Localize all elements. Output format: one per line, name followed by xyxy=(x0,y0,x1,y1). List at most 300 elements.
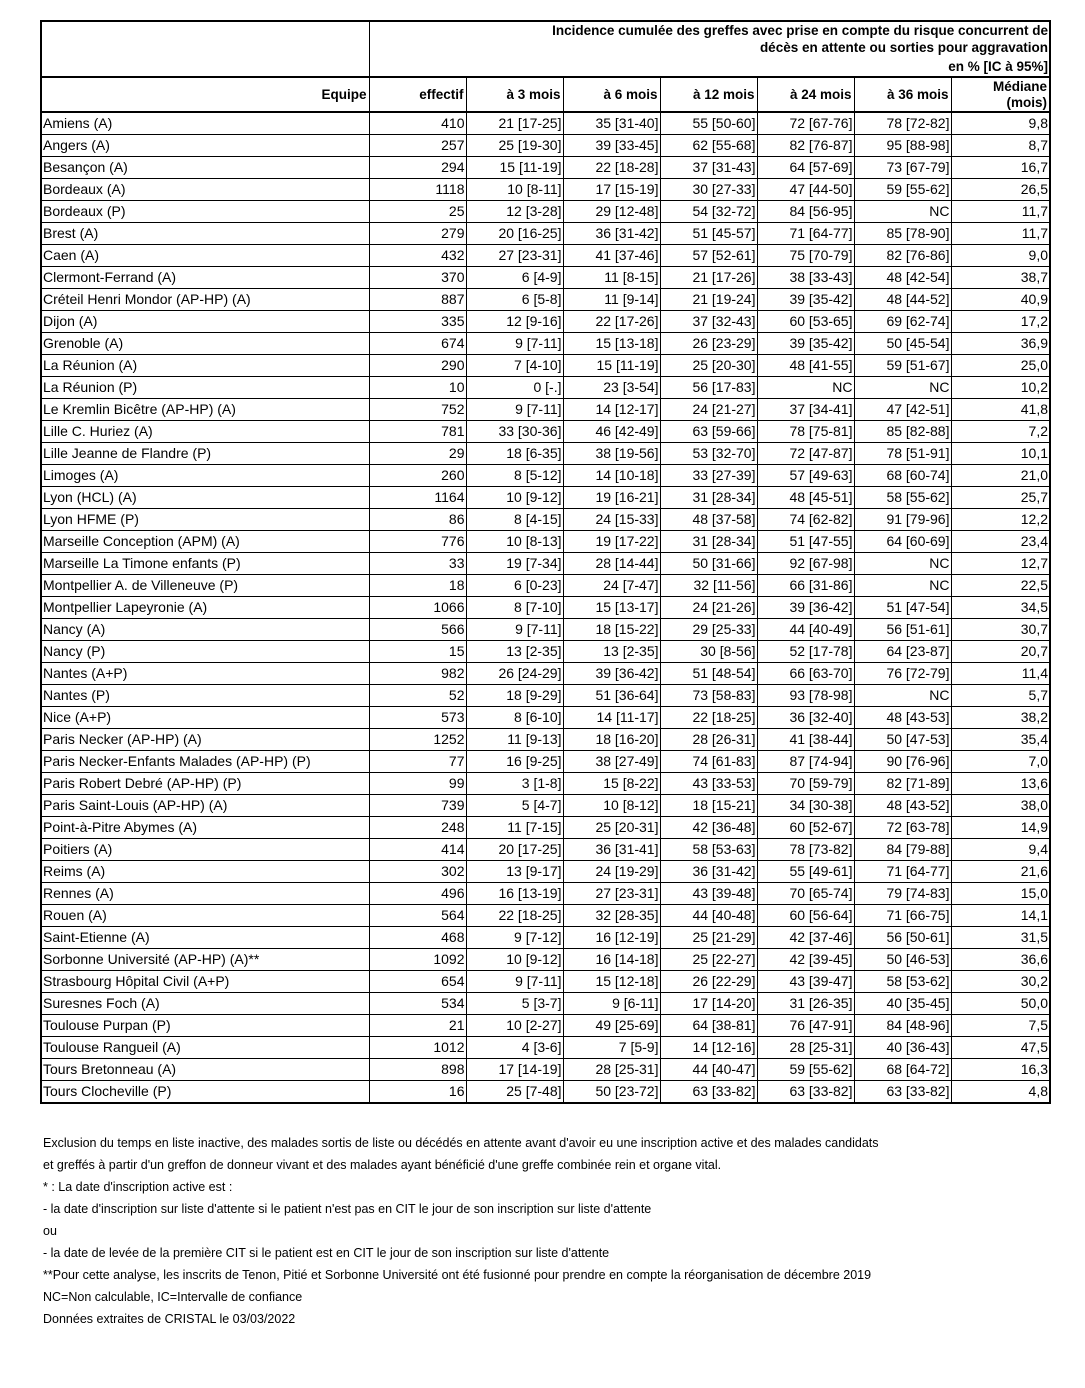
median-cell: 11,4 xyxy=(951,663,1050,685)
effectif-cell: 1164 xyxy=(369,487,466,509)
m36-cell: 58 [53-62] xyxy=(854,971,951,993)
column-header-team: Equipe xyxy=(41,77,369,112)
m6-cell: 39 [33-45] xyxy=(563,135,660,157)
m6-cell: 22 [17-26] xyxy=(563,311,660,333)
m3-cell: 6 [5-8] xyxy=(466,289,563,311)
table-row xyxy=(41,883,1050,905)
m36-cell: NC xyxy=(854,685,951,707)
m12-cell: 21 [17-26] xyxy=(660,267,757,289)
table-row xyxy=(41,267,1050,289)
m36-cell: 90 [76-96] xyxy=(854,751,951,773)
m36-cell: 95 [88-98] xyxy=(854,135,951,157)
team-cell: Marseille Conception (APM) (A) xyxy=(41,531,369,553)
m24-cell: 60 [52-67] xyxy=(757,817,854,839)
m24-cell: 39 [35-42] xyxy=(757,333,854,355)
column-header-24-months: à 24 mois xyxy=(757,77,854,112)
team-cell: Bordeaux (A) xyxy=(41,179,369,201)
m3-cell: 10 [8-13] xyxy=(466,531,563,553)
effectif-cell: 468 xyxy=(369,927,466,949)
median-cell: 38,2 xyxy=(951,707,1050,729)
m6-cell: 17 [15-19] xyxy=(563,179,660,201)
m36-cell: 82 [76-86] xyxy=(854,245,951,267)
m3-cell: 9 [7-11] xyxy=(466,971,563,993)
m6-cell: 27 [23-31] xyxy=(563,883,660,905)
effectif-cell: 887 xyxy=(369,289,466,311)
team-cell: Lille Jeanne de Flandre (P) xyxy=(41,443,369,465)
m24-cell: 55 [49-61] xyxy=(757,861,854,883)
median-cell: 16,3 xyxy=(951,1059,1050,1081)
results-table-sheet xyxy=(40,20,1051,1104)
median-cell: 50,0 xyxy=(951,993,1050,1015)
m12-cell: 50 [31-66] xyxy=(660,553,757,575)
table-row xyxy=(41,773,1050,795)
team-cell: Point-à-Pitre Abymes (A) xyxy=(41,817,369,839)
m6-cell: 15 [11-19] xyxy=(563,355,660,377)
effectif-cell: 21 xyxy=(369,1015,466,1037)
header-blank-cell xyxy=(41,21,369,77)
median-cell: 47,5 xyxy=(951,1037,1050,1059)
m6-cell: 24 [15-33] xyxy=(563,509,660,531)
m3-cell: 15 [11-19] xyxy=(466,157,563,179)
column-header-median-line2: (mois) xyxy=(1006,95,1048,110)
median-cell: 9,8 xyxy=(951,112,1050,135)
m6-cell: 7 [5-9] xyxy=(563,1037,660,1059)
team-cell: Montpellier A. de Villeneuve (P) xyxy=(41,575,369,597)
median-cell: 17,2 xyxy=(951,311,1050,333)
m36-cell: 64 [60-69] xyxy=(854,531,951,553)
m3-cell: 17 [14-19] xyxy=(466,1059,563,1081)
median-cell: 38,7 xyxy=(951,267,1050,289)
team-cell: Rouen (A) xyxy=(41,905,369,927)
m12-cell: 55 [50-60] xyxy=(660,112,757,135)
m6-cell: 28 [25-31] xyxy=(563,1059,660,1081)
median-cell: 21,6 xyxy=(951,861,1050,883)
m3-cell: 27 [23-31] xyxy=(466,245,563,267)
footnote-line: et greffés à partir d'un greffon de donneur vivant et des malades ayant bénéficié d'une greffe combinée rein et organe vital. xyxy=(43,1158,722,1172)
team-cell: Montpellier Lapeyronie (A) xyxy=(41,597,369,619)
m3-cell: 13 [9-17] xyxy=(466,861,563,883)
m6-cell: 38 [19-56] xyxy=(563,443,660,465)
m12-cell: 17 [14-20] xyxy=(660,993,757,1015)
m3-cell: 13 [2-35] xyxy=(466,641,563,663)
m12-cell: 44 [40-48] xyxy=(660,905,757,927)
m12-cell: 24 [21-27] xyxy=(660,399,757,421)
m3-cell: 8 [5-12] xyxy=(466,465,563,487)
table-row xyxy=(41,993,1050,1015)
median-cell: 16,7 xyxy=(951,157,1050,179)
m6-cell: 23 [3-54] xyxy=(563,377,660,399)
table-title-line1: Incidence cumulée des greffes avec prise en compte du risque concurrent de xyxy=(552,23,1049,38)
m3-cell: 25 [7-48] xyxy=(466,1081,563,1104)
m12-cell: 37 [32-43] xyxy=(660,311,757,333)
effectif-cell: 739 xyxy=(369,795,466,817)
m6-cell: 14 [11-17] xyxy=(563,707,660,729)
median-cell: 30,2 xyxy=(951,971,1050,993)
m24-cell: 76 [47-91] xyxy=(757,1015,854,1037)
team-cell: Tours Clocheville (P) xyxy=(41,1081,369,1104)
median-cell: 23,4 xyxy=(951,531,1050,553)
m12-cell: 64 [38-81] xyxy=(660,1015,757,1037)
effectif-cell: 99 xyxy=(369,773,466,795)
m12-cell: 33 [27-39] xyxy=(660,465,757,487)
effectif-cell: 1066 xyxy=(369,597,466,619)
median-cell: 38,0 xyxy=(951,795,1050,817)
m6-cell: 9 [6-11] xyxy=(563,993,660,1015)
team-cell: Rennes (A) xyxy=(41,883,369,905)
m24-cell: 43 [39-47] xyxy=(757,971,854,993)
team-cell: Limoges (A) xyxy=(41,465,369,487)
m24-cell: 47 [44-50] xyxy=(757,179,854,201)
effectif-cell: 1252 xyxy=(369,729,466,751)
median-cell: 5,7 xyxy=(951,685,1050,707)
table-row xyxy=(41,619,1050,641)
effectif-cell: 16 xyxy=(369,1081,466,1104)
footnote-line: Exclusion du temps en liste inactive, des malades sortis de liste ou décédés en attente avant d'avoir eu une inscription active et des malades candidats xyxy=(43,1136,879,1150)
median-cell: 14,9 xyxy=(951,817,1050,839)
m12-cell: 57 [52-61] xyxy=(660,245,757,267)
table-row xyxy=(41,861,1050,883)
effectif-cell: 86 xyxy=(369,509,466,531)
m6-cell: 14 [12-17] xyxy=(563,399,660,421)
effectif-cell: 1092 xyxy=(369,949,466,971)
m12-cell: 54 [32-72] xyxy=(660,201,757,223)
m3-cell: 26 [24-29] xyxy=(466,663,563,685)
column-header-6-months: à 6 mois xyxy=(563,77,660,112)
m24-cell: 51 [47-55] xyxy=(757,531,854,553)
m6-cell: 18 [16-20] xyxy=(563,729,660,751)
effectif-cell: 77 xyxy=(369,751,466,773)
m12-cell: 58 [53-63] xyxy=(660,839,757,861)
m12-cell: 36 [31-42] xyxy=(660,861,757,883)
m36-cell: NC xyxy=(854,201,951,223)
m12-cell: 63 [59-66] xyxy=(660,421,757,443)
m36-cell: 72 [63-78] xyxy=(854,817,951,839)
effectif-cell: 52 xyxy=(369,685,466,707)
median-cell: 30,7 xyxy=(951,619,1050,641)
m3-cell: 12 [9-16] xyxy=(466,311,563,333)
m36-cell: 48 [42-54] xyxy=(854,267,951,289)
m6-cell: 14 [10-18] xyxy=(563,465,660,487)
team-cell: Nantes (P) xyxy=(41,685,369,707)
median-cell: 7,5 xyxy=(951,1015,1050,1037)
m36-cell: 63 [33-82] xyxy=(854,1081,951,1104)
effectif-cell: 18 xyxy=(369,575,466,597)
table-row xyxy=(41,531,1050,553)
m3-cell: 10 [8-11] xyxy=(466,179,563,201)
m3-cell: 6 [4-9] xyxy=(466,267,563,289)
m36-cell: 58 [55-62] xyxy=(854,487,951,509)
footnote-line: Données extraites de CRISTAL le 03/03/2022 xyxy=(43,1312,296,1326)
m6-cell: 24 [7-47] xyxy=(563,575,660,597)
m24-cell: 63 [33-82] xyxy=(757,1081,854,1104)
incidence-table xyxy=(40,20,1051,1104)
m6-cell: 36 [31-42] xyxy=(563,223,660,245)
team-cell: Clermont-Ferrand (A) xyxy=(41,267,369,289)
table-row xyxy=(41,1015,1050,1037)
team-cell: Amiens (A) xyxy=(41,112,369,135)
footnote-line: * : La date d'inscription active est : xyxy=(43,1180,233,1194)
table-row xyxy=(41,663,1050,685)
table-row xyxy=(41,1081,1050,1104)
column-header-12-months: à 12 mois xyxy=(660,77,757,112)
column-header-median xyxy=(951,77,1050,112)
m36-cell: 69 [62-74] xyxy=(854,311,951,333)
m3-cell: 4 [3-6] xyxy=(466,1037,563,1059)
m6-cell: 38 [27-49] xyxy=(563,751,660,773)
m24-cell: 42 [39-45] xyxy=(757,949,854,971)
m24-cell: 84 [56-95] xyxy=(757,201,854,223)
m24-cell: 70 [65-74] xyxy=(757,883,854,905)
team-cell: La Réunion (A) xyxy=(41,355,369,377)
team-cell: Grenoble (A) xyxy=(41,333,369,355)
m6-cell: 10 [8-12] xyxy=(563,795,660,817)
effectif-cell: 674 xyxy=(369,333,466,355)
table-row xyxy=(41,707,1050,729)
m12-cell: 48 [37-58] xyxy=(660,509,757,531)
column-header-row xyxy=(41,77,1050,112)
team-cell: Sorbonne Université (AP-HP) (A)** xyxy=(41,949,369,971)
median-cell: 12,2 xyxy=(951,509,1050,531)
m6-cell: 19 [17-22] xyxy=(563,531,660,553)
m36-cell: 85 [78-90] xyxy=(854,223,951,245)
table-row xyxy=(41,817,1050,839)
m3-cell: 20 [17-25] xyxy=(466,839,563,861)
m3-cell: 9 [7-12] xyxy=(466,927,563,949)
team-cell: Paris Saint-Louis (AP-HP) (A) xyxy=(41,795,369,817)
m6-cell: 25 [20-31] xyxy=(563,817,660,839)
m24-cell: 70 [59-79] xyxy=(757,773,854,795)
table-row xyxy=(41,487,1050,509)
table-row xyxy=(41,509,1050,531)
median-cell: 40,9 xyxy=(951,289,1050,311)
m12-cell: 32 [11-56] xyxy=(660,575,757,597)
m36-cell: 56 [51-61] xyxy=(854,619,951,641)
m12-cell: 25 [20-30] xyxy=(660,355,757,377)
median-cell: 10,1 xyxy=(951,443,1050,465)
table-row xyxy=(41,112,1050,135)
table-row xyxy=(41,443,1050,465)
team-cell: Dijon (A) xyxy=(41,311,369,333)
m12-cell: 26 [23-29] xyxy=(660,333,757,355)
m36-cell: 71 [64-77] xyxy=(854,861,951,883)
m3-cell: 9 [7-11] xyxy=(466,333,563,355)
effectif-cell: 432 xyxy=(369,245,466,267)
team-cell: Besançon (A) xyxy=(41,157,369,179)
table-row xyxy=(41,839,1050,861)
m3-cell: 19 [7-34] xyxy=(466,553,563,575)
footnote-line: - la date de levée de la première CIT si le patient est en CIT le jour de son inscription sur liste d'attente xyxy=(43,1246,610,1260)
m24-cell: 34 [30-38] xyxy=(757,795,854,817)
median-cell: 21,0 xyxy=(951,465,1050,487)
team-cell: Poitiers (A) xyxy=(41,839,369,861)
m6-cell: 28 [14-44] xyxy=(563,553,660,575)
median-cell: 35,4 xyxy=(951,729,1050,751)
m24-cell: 93 [78-98] xyxy=(757,685,854,707)
m36-cell: 40 [36-43] xyxy=(854,1037,951,1059)
m3-cell: 10 [2-27] xyxy=(466,1015,563,1037)
m36-cell: 51 [47-54] xyxy=(854,597,951,619)
m12-cell: 24 [21-26] xyxy=(660,597,757,619)
table-row xyxy=(41,751,1050,773)
effectif-cell: 496 xyxy=(369,883,466,905)
effectif-cell: 752 xyxy=(369,399,466,421)
table-row xyxy=(41,333,1050,355)
median-cell: 11,7 xyxy=(951,223,1050,245)
table-row xyxy=(41,575,1050,597)
m24-cell: 59 [55-62] xyxy=(757,1059,854,1081)
m24-cell: 78 [73-82] xyxy=(757,839,854,861)
team-cell: Suresnes Foch (A) xyxy=(41,993,369,1015)
m24-cell: 72 [47-87] xyxy=(757,443,854,465)
effectif-cell: 335 xyxy=(369,311,466,333)
m24-cell: 60 [53-65] xyxy=(757,311,854,333)
table-row xyxy=(41,179,1050,201)
effectif-cell: 248 xyxy=(369,817,466,839)
m3-cell: 22 [18-25] xyxy=(466,905,563,927)
team-cell: Nice (A+P) xyxy=(41,707,369,729)
median-cell: 7,0 xyxy=(951,751,1050,773)
m3-cell: 21 [17-25] xyxy=(466,112,563,135)
table-row xyxy=(41,641,1050,663)
m24-cell: 78 [75-81] xyxy=(757,421,854,443)
table-row xyxy=(41,729,1050,751)
median-cell: 41,8 xyxy=(951,399,1050,421)
footnotes xyxy=(43,1132,1043,1330)
median-cell: 25,7 xyxy=(951,487,1050,509)
effectif-cell: 898 xyxy=(369,1059,466,1081)
m6-cell: 39 [36-42] xyxy=(563,663,660,685)
m3-cell: 10 [9-12] xyxy=(466,487,563,509)
footnote-line: NC=Non calculable, IC=Intervalle de confiance xyxy=(43,1290,303,1304)
m6-cell: 29 [12-48] xyxy=(563,201,660,223)
table-row xyxy=(41,685,1050,707)
table-row xyxy=(41,311,1050,333)
m24-cell: NC xyxy=(757,377,854,399)
team-cell: Le Kremlin Bicêtre (AP-HP) (A) xyxy=(41,399,369,421)
table-row xyxy=(41,223,1050,245)
column-header-36-months: à 36 mois xyxy=(854,77,951,112)
m12-cell: 18 [15-21] xyxy=(660,795,757,817)
m36-cell: 50 [45-54] xyxy=(854,333,951,355)
m12-cell: 44 [40-47] xyxy=(660,1059,757,1081)
m24-cell: 74 [62-82] xyxy=(757,509,854,531)
m24-cell: 52 [17-78] xyxy=(757,641,854,663)
m6-cell: 15 [13-17] xyxy=(563,597,660,619)
m3-cell: 9 [7-11] xyxy=(466,619,563,641)
effectif-cell: 414 xyxy=(369,839,466,861)
m6-cell: 51 [36-64] xyxy=(563,685,660,707)
m24-cell: 42 [37-46] xyxy=(757,927,854,949)
m24-cell: 87 [74-94] xyxy=(757,751,854,773)
effectif-cell: 25 xyxy=(369,201,466,223)
median-cell: 13,6 xyxy=(951,773,1050,795)
m6-cell: 35 [31-40] xyxy=(563,112,660,135)
effectif-cell: 33 xyxy=(369,553,466,575)
median-cell: 4,8 xyxy=(951,1081,1050,1104)
m24-cell: 82 [76-87] xyxy=(757,135,854,157)
m24-cell: 48 [41-55] xyxy=(757,355,854,377)
m24-cell: 57 [49-63] xyxy=(757,465,854,487)
m36-cell: 73 [67-79] xyxy=(854,157,951,179)
table-row xyxy=(41,949,1050,971)
median-cell: 25,0 xyxy=(951,355,1050,377)
team-cell: Caen (A) xyxy=(41,245,369,267)
m24-cell: 71 [64-77] xyxy=(757,223,854,245)
team-cell: Toulouse Purpan (P) xyxy=(41,1015,369,1037)
table-row xyxy=(41,553,1050,575)
table-row xyxy=(41,201,1050,223)
column-header-3-months: à 3 mois xyxy=(466,77,563,112)
team-cell: Paris Necker (AP-HP) (A) xyxy=(41,729,369,751)
team-cell: Toulouse Rangueil (A) xyxy=(41,1037,369,1059)
table-row xyxy=(41,157,1050,179)
m6-cell: 19 [16-21] xyxy=(563,487,660,509)
table-row xyxy=(41,421,1050,443)
m12-cell: 42 [36-48] xyxy=(660,817,757,839)
median-cell: 26,5 xyxy=(951,179,1050,201)
m36-cell: 50 [46-53] xyxy=(854,949,951,971)
m6-cell: 32 [28-35] xyxy=(563,905,660,927)
m36-cell: 71 [66-75] xyxy=(854,905,951,927)
effectif-cell: 260 xyxy=(369,465,466,487)
table-row xyxy=(41,905,1050,927)
team-cell: Lyon HFME (P) xyxy=(41,509,369,531)
m36-cell: 56 [50-61] xyxy=(854,927,951,949)
m6-cell: 11 [8-15] xyxy=(563,267,660,289)
effectif-cell: 654 xyxy=(369,971,466,993)
title-row xyxy=(41,21,1050,56)
m3-cell: 12 [3-28] xyxy=(466,201,563,223)
m3-cell: 10 [9-12] xyxy=(466,949,563,971)
m24-cell: 38 [33-43] xyxy=(757,267,854,289)
m36-cell: 79 [74-83] xyxy=(854,883,951,905)
m12-cell: 56 [17-83] xyxy=(660,377,757,399)
m3-cell: 11 [9-13] xyxy=(466,729,563,751)
m36-cell: 59 [51-67] xyxy=(854,355,951,377)
m12-cell: 62 [55-68] xyxy=(660,135,757,157)
table-row xyxy=(41,399,1050,421)
m36-cell: 48 [43-52] xyxy=(854,795,951,817)
m24-cell: 41 [38-44] xyxy=(757,729,854,751)
effectif-cell: 410 xyxy=(369,112,466,135)
m36-cell: NC xyxy=(854,377,951,399)
table-body xyxy=(41,112,1050,1103)
median-cell: 8,7 xyxy=(951,135,1050,157)
team-cell: Paris Necker-Enfants Malades (AP-HP) (P) xyxy=(41,751,369,773)
team-cell: Marseille La Timone enfants (P) xyxy=(41,553,369,575)
median-cell: 12,7 xyxy=(951,553,1050,575)
m24-cell: 75 [70-79] xyxy=(757,245,854,267)
m3-cell: 3 [1-8] xyxy=(466,773,563,795)
m12-cell: 51 [45-57] xyxy=(660,223,757,245)
m3-cell: 25 [19-30] xyxy=(466,135,563,157)
m6-cell: 15 [8-22] xyxy=(563,773,660,795)
team-cell: Brest (A) xyxy=(41,223,369,245)
m24-cell: 92 [67-98] xyxy=(757,553,854,575)
effectif-cell: 776 xyxy=(369,531,466,553)
team-cell: La Réunion (P) xyxy=(41,377,369,399)
team-cell: Créteil Henri Mondor (AP-HP) (A) xyxy=(41,289,369,311)
m6-cell: 50 [23-72] xyxy=(563,1081,660,1104)
table-row xyxy=(41,927,1050,949)
m3-cell: 8 [6-10] xyxy=(466,707,563,729)
m3-cell: 7 [4-10] xyxy=(466,355,563,377)
median-cell: 9,0 xyxy=(951,245,1050,267)
m36-cell: 47 [42-51] xyxy=(854,399,951,421)
m36-cell: 48 [43-53] xyxy=(854,707,951,729)
table-row xyxy=(41,795,1050,817)
effectif-cell: 15 xyxy=(369,641,466,663)
